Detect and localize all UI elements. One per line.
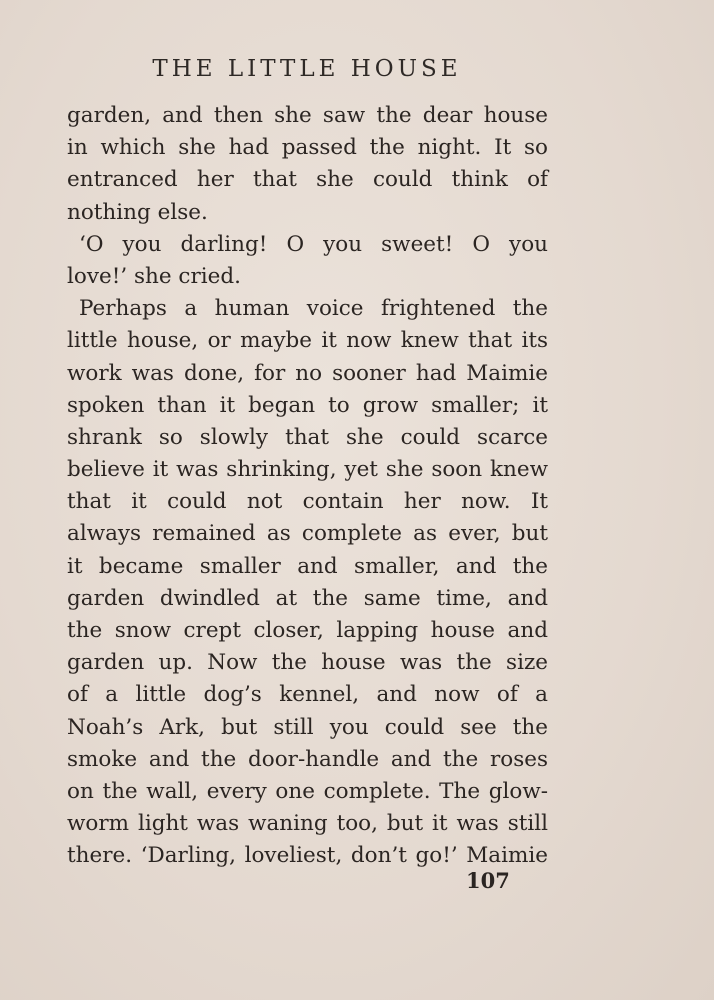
text-line: believe it was shrinking, yet she soon knew — [67, 457, 548, 483]
running-head: THE LITTLE HOUSE — [152, 56, 462, 82]
text-line: garden up. Now the house was the size — [67, 650, 548, 676]
text-line: there. ‘Darling, loveliest, don’t go!’ Maimie — [67, 843, 548, 869]
text-line: garden dwindled at the same time, and — [67, 585, 548, 611]
text-line: entranced her that she could think of — [67, 167, 548, 193]
text-line: garden, and then she saw the dear house — [67, 103, 548, 128]
text-line: Noah’s Ark, but still you could see the — [67, 714, 548, 740]
text-line: the snow crept closer, lapping house and — [67, 618, 548, 643]
text-line: shrank so slowly that she could scarce — [67, 424, 548, 450]
text-line: worm light was waning too, but it was still — [67, 811, 548, 837]
text-line: little house, or maybe it now knew that its — [67, 328, 548, 354]
page-number: 107 — [466, 868, 510, 893]
text-line: spoken than it began to grow smaller; it — [67, 392, 548, 418]
text-line: Perhaps a human voice frightened the — [79, 296, 548, 322]
text-line: always remained as complete as ever, but — [67, 521, 548, 547]
text-line: smoke and the door-handle and the roses — [67, 746, 548, 772]
text-line: in which she had passed the night. It so — [67, 135, 548, 161]
text-line: love!’ she cried. — [67, 263, 241, 289]
text-line: that it could not contain her now. It — [67, 489, 548, 515]
text-line: work was done, for no sooner had Maimie — [67, 360, 548, 386]
text-line: it became smaller and smaller, and the — [67, 553, 548, 579]
text-line: of a little dog’s kennel, and now of a — [67, 682, 548, 708]
text-line: nothing else. — [67, 199, 208, 225]
text-line: ‘O you darling! O you sweet! O you — [79, 231, 548, 257]
text-line: on the wall, every one complete. The glow- — [67, 778, 548, 804]
body-text — [67, 100, 548, 873]
